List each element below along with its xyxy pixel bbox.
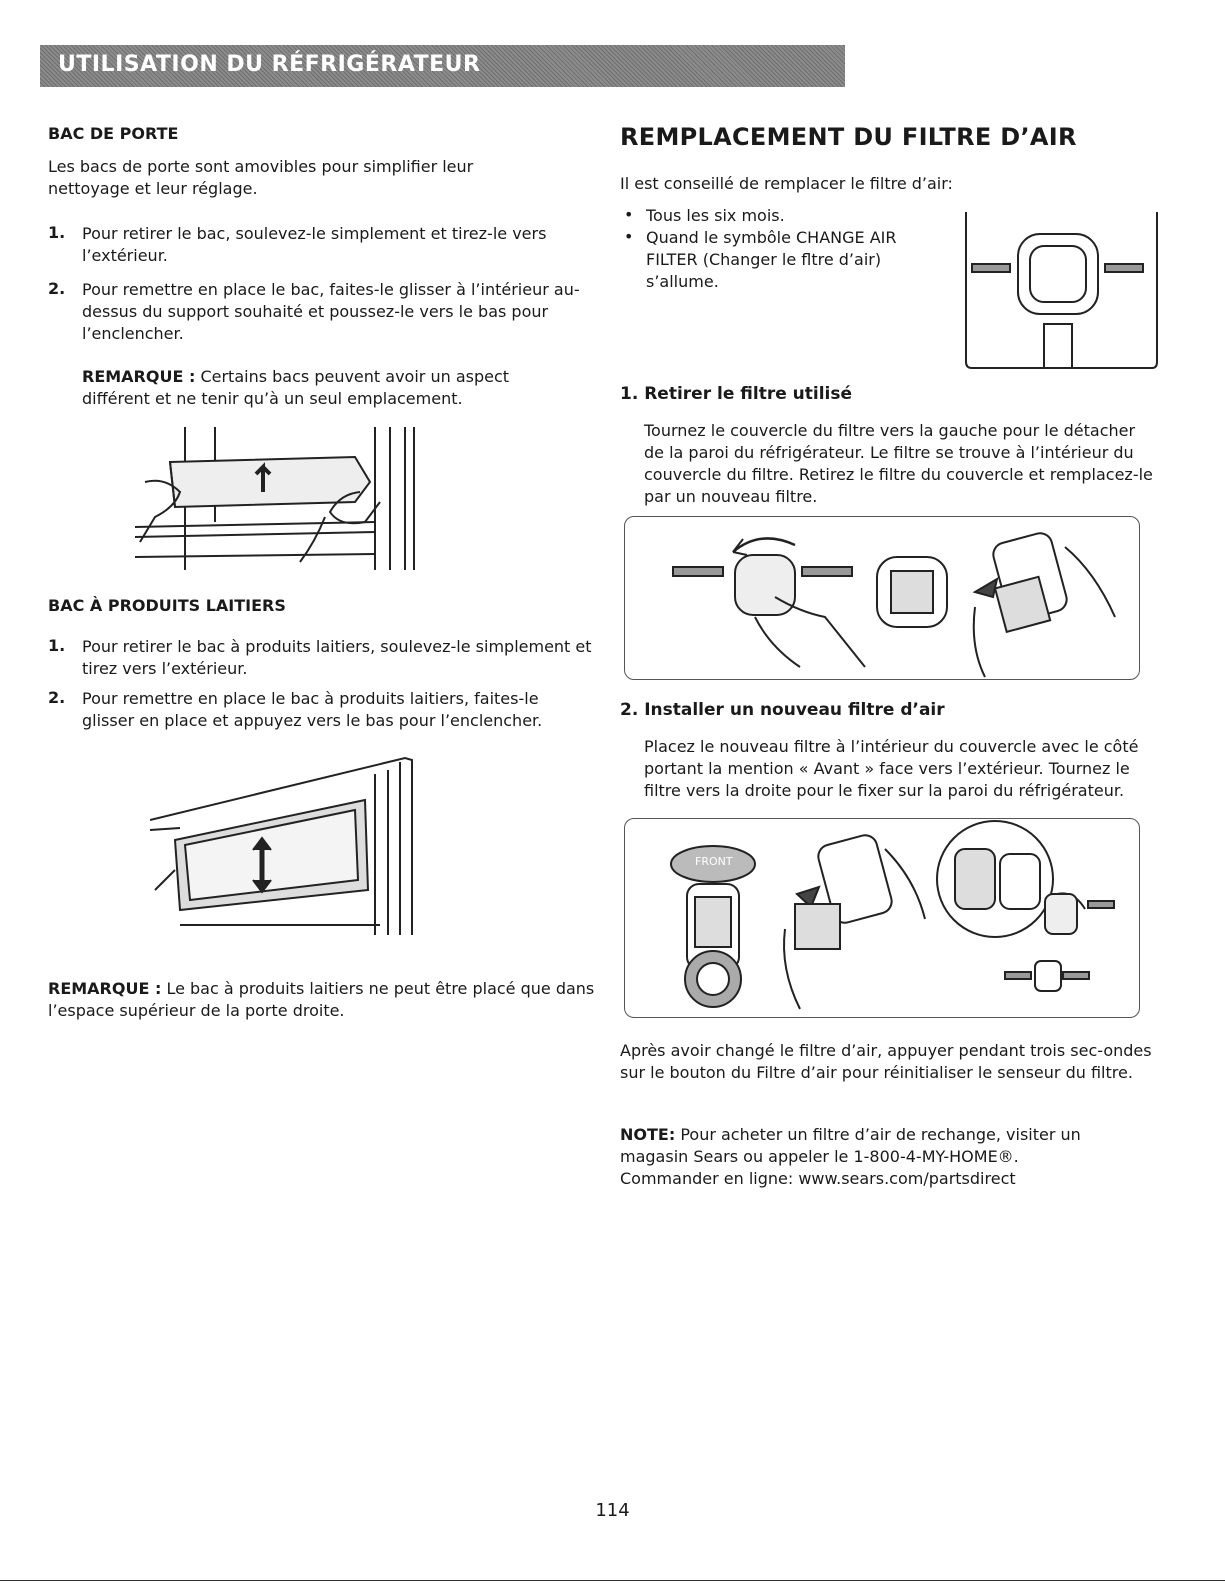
dairy-bin-illustration bbox=[150, 750, 415, 940]
bullet-item: • Tous les six mois. bbox=[624, 205, 785, 225]
door-bin-heading: BAC DE PORTE bbox=[48, 124, 179, 143]
step-2-text: Placez le nouveau filtre à l’intérieur du couvercle avec le côté portant la mention « Avant » face vers l’extérieur. Tournez le filtre vers la droite pour le fixer sur la paroi du réfrigérateur. bbox=[644, 737, 1139, 800]
bullet-list bbox=[620, 205, 940, 293]
dairy-bin-note: REMARQUE : Le bac à produits laitiers ne peut être placé que dans l’espace supérieur de la porte droite. bbox=[48, 979, 595, 1020]
step-1-title: 1. Retirer le filtre utilisé bbox=[620, 384, 853, 404]
dairy-bin-step-2: 2. Pour remettre en place le bac à produits laitiers, faites-le glisser en place et appuyez vers le bas pour l’enclencher. bbox=[48, 688, 543, 730]
front-label: FRONT bbox=[695, 855, 733, 868]
page-number: 114 bbox=[595, 1500, 630, 1521]
bullet-item: • Quand le symbôle CHANGE AIR FILTER (Changer le fltre d’air) s’allume. bbox=[624, 227, 897, 291]
door-bin-intro: Les bacs de porte sont amovibles pour simplifier leur nettoyage et leur réglage. bbox=[48, 157, 474, 198]
bottom-border bbox=[0, 1580, 1225, 1581]
section-banner bbox=[40, 45, 845, 87]
remove-filter-illustration bbox=[624, 516, 1140, 680]
dairy-bin-heading: BAC À PRODUITS LAITIERS bbox=[48, 596, 286, 615]
air-filter-heading: REMPLACEMENT DU FILTRE D’AIR bbox=[620, 123, 1077, 151]
door-bin-illustration bbox=[135, 422, 420, 570]
install-filter-illustration bbox=[624, 818, 1140, 1018]
door-bin-step-1: 1. Pour retirer le bac, soulevez-le simplement et tirez-le vers l’extérieur. bbox=[48, 223, 547, 265]
dairy-bin-step-1: 1. Pour retirer le bac à produits laitiers, soulevez-le simplement et tirez vers l’extérieur. bbox=[48, 636, 592, 678]
purchase-note: NOTE: Pour acheter un filtre d’air de rechange, visiter un magasin Sears ou appeler le 1-800-4-MY-HOME®. Commander en ligne: www.sears.com/partsdirect bbox=[620, 1125, 1081, 1188]
step-2-title: 2. Installer un nouveau filtre d’air bbox=[620, 700, 945, 720]
door-bin-step-2: 2. Pour remettre en place le bac, faites-le glisser à l’intérieur au-dessus du support souhaité et poussez-le vers le bas pour l’enclencher. bbox=[48, 279, 580, 343]
reset-instructions: Après avoir changé le filtre d’air, appuyer pendant trois sec-ondes sur le bouton du Filtre d’air pour réinitialiser le senseur du filtre. bbox=[620, 1041, 1152, 1082]
step-1-text: Tournez le couvercle du filtre vers la gauche pour le détacher de la paroi du réfrigérateur. Le filtre se trouve à l’intérieur du couvercle du filtre. Retirez le filtre du couvercle et remplacez-le par un nouveau filtre. bbox=[644, 421, 1153, 506]
filter-indicator-illustration bbox=[958, 212, 1158, 370]
air-filter-intro: Il est conseillé de remplacer le filtre d’air: bbox=[620, 174, 953, 193]
door-bin-note: REMARQUE : Certains bacs peuvent avoir un aspect différent et ne tenir qu’à un seul emplacement. bbox=[82, 367, 510, 408]
banner-title: UTILISATION DU RÉFRIGÉRATEUR bbox=[58, 52, 481, 77]
